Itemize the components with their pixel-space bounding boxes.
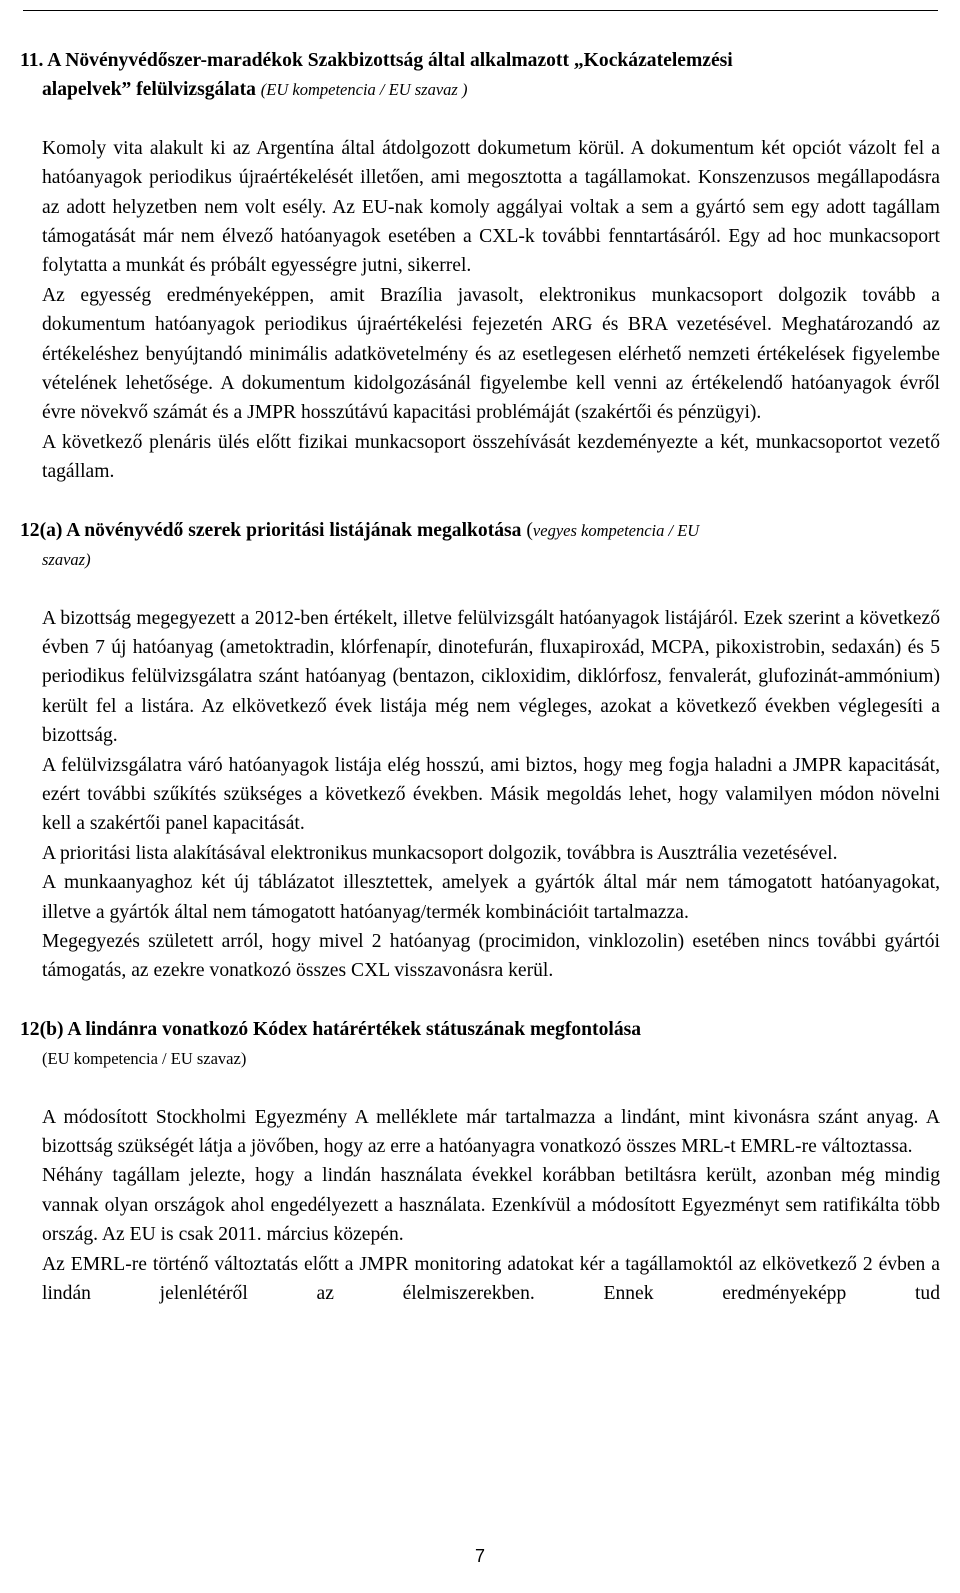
section-12a-paragraph-5: Megegyezés született arról, hogy mivel 2 hatóanyag (procimidon, vinklozolin) esetében nincs további gyártói támogatás, az ezekre vonatkozó összes CXL visszavonásra kerül. [42,930,940,982]
section-12b-paragraph-1: A módosított Stockholmi Egyezmény A melléklete már tartalmazza a lindánt, mint kivonásra szánt anyag. A bizottság szükségét látja a jövőben, hogy az erre a hatóanyagra vonatkozó összes MRL-t EMRL-re változtassa. [42,1106,940,1157]
section-12a-note-open: ( [526,519,533,541]
section-12a-note-line2: szavaz) [42,550,91,570]
section-12b-heading [20,1015,940,1074]
section-12b-number: 12(b) [20,1018,64,1040]
spacer [42,575,940,604]
spacer [42,487,940,516]
section-12a-title: A növényvédő szerek prioritási listájának megalkotása [66,519,522,541]
section-11-paragraph-2: Az egyesség eredményeképpen, amit Brazília javasolt, elektronikus munkacsoport dolgozik tovább a dokumentum hatóanyagok periodikus újraértékelési fejezetén ARG és BRA vezetésével. Meghatározandó az értékeléshez benyújtandó minimális adatkövetelmény és az esetlegesen elérhető nemzeti értékelések figyelembe vételének lehetősége. A dokumentum kidolgozásánál figyelembe kell venni az értékelendő hatóanyagok évről évre növekvő számát és a JMPR hosszútávú kapacitási problémáját (szakértői és pénzügyi). [42,284,940,424]
section-11-title-line1: A Növényvédőszer-maradékok Szakbizottság által alkalmazott „Kockázatelemzési [47,50,733,71]
section-11-paragraph-1: Komoly vita alakult ki az Argentína által átdolgozott dokumetum körül. A dokumentum két opciót vázolt fel a hatóanyagok periodikus újraértékelését illetően, ami megosztotta a tagállamokat. Konszenzusos megállapodásra az adott helyzetben nem volt esély. Az EU-nak komoly aggályai voltak a sem a gyártó sem egy adott tagállam támogatását már nem élvező hatóanyagok esetében a CXL-k további fenntartásáról. Egy ad hoc munkacsoport folytatta a munkát és próbált egyességre jutni, sikerrel. [42,137,940,277]
section-11-title-line2: alapelvek” felülvizsgálata [42,79,256,101]
section-12a-note: vegyes kompetencia / EU [532,520,700,540]
section-12a-number: 12(a) [20,519,63,541]
spacer [42,1074,940,1103]
spacer [42,105,940,134]
section-12b-note: (EU kompetencia / EU szavaz) [42,1049,247,1069]
section-11-note: (EU kompetencia / EU szavaz ) [260,80,468,100]
section-11-paragraph-3: A következő plenáris ülés előtt fizikai munkacsoport összehívását kezdeményezte a két, munkacsoportot vezető tagállam. [42,431,940,483]
section-12b-paragraph-3: Az EMRL-re történő változtatás előtt a JMPR monitoring adatokat kér a tagállamoktól az elkövetkező 2 évben a lindán jelenlétéről az élelmiszerekben. Ennek eredményeképp tud [42,1253,940,1305]
spacer [42,986,940,1015]
top-rule [23,10,938,11]
document-page [20,46,940,1308]
section-12a-paragraph-2: A felülvizsgálatra váró hatóanyagok listája elég hosszú, ami biztos, hogy meg fogja haladni a JMPR kapacitását, ezért további szűkítés szükséges a következő években. Másik megoldás lehet, hogy valamilyen módon növelni kell a szakértői panel kapacitását. [42,754,940,835]
page-number: 7 [474,1546,485,1566]
section-12a-paragraph-3: A prioritási lista alakításával elektronikus munkacsoport dolgozik, továbbra is Ausztrália vezetésével. [42,842,838,864]
section-12a-paragraph-4: A munkaanyaghoz két új táblázatot illesztettek, amelyek a gyártók által már nem támogatott hatóanyagokat, illetve a gyártók által nem támogatott hatóanyag/termék kombinációit tartalmazza. [42,872,940,923]
section-12b-title: A lindánra vonatkozó Kódex határértékek státuszának megfontolása [67,1018,642,1040]
section-12b-paragraph-2: Néhány tagállam jelezte, hogy a lindán használata évekkel korábban betiltásra került, azonban még mindig vannak olyan országok ahol engedélyezett a használata. Ezenkívül a módosított Egyezményt sem ratifikálta több ország. Az EU is csak 2011. március közepén. [42,1165,940,1246]
section-12a-paragraph-1: A bizottság megegyezett a 2012-ben értékelt, illetve felülvizsgált hatóanyagok listájáról. Ezek szerint a következő évben 7 új hatóanyag (ametoktradin, klórfenapír, dinotefurán, fluxapiroxád, MCPA, pikoxistrobin, sedaxán) és 5 periodikus felülvizsgálatra szánt hatóanyag (bentazon, cikloxidim, diklórfosz, fenvalerát, glufozinát-ammónium) került fel a listára. Az elkövetkező évek listája még nem végleges, azokat a következő években véglegesíti a bizottság. [42,607,940,747]
section-12a-heading [20,516,940,575]
section-11-heading [20,46,940,105]
section-11-number: 11. [20,50,44,71]
